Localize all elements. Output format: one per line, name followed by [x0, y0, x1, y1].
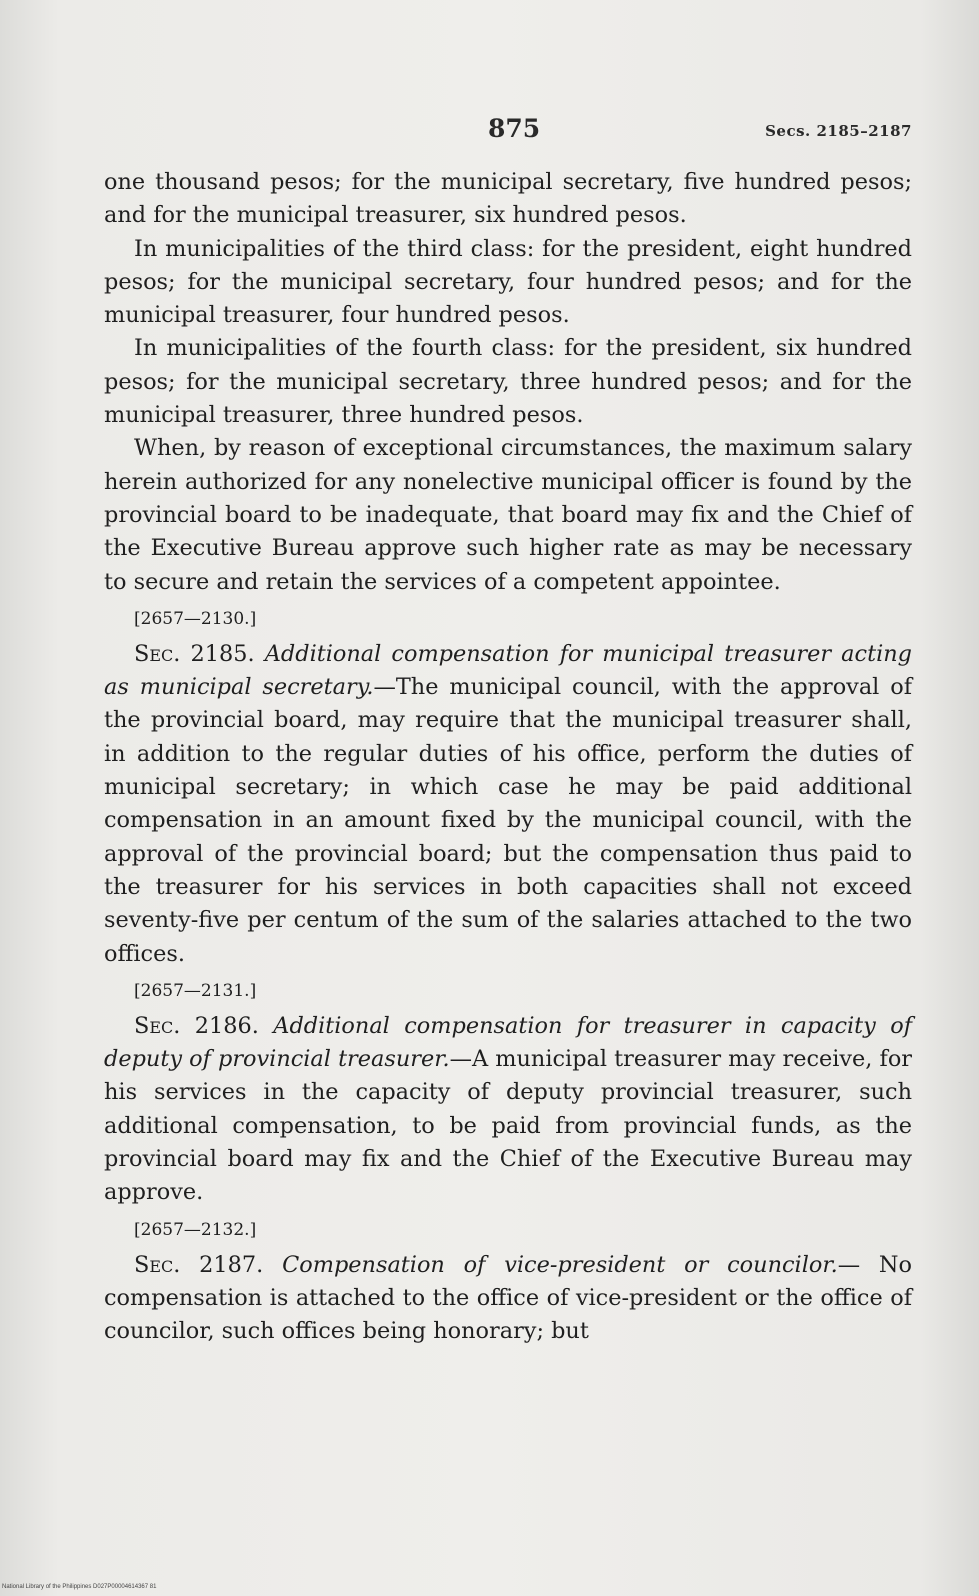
section-2186 [104, 1010, 912, 1210]
section-text: —A municipal treasurer may receive, for his services in the capacity of deputy provincial treasurer, such additional compensation, to be paid from provincial funds, as the provincial board may fix and the Chief of the Executive Bureau may approve. [104, 1046, 913, 1206]
page-header [104, 112, 912, 148]
sections-reference: Secs. 2185–2187 [765, 122, 912, 140]
section-heading: Compensation of vice-president or councilor. [282, 1251, 838, 1278]
section-label: Sec. 2187. [134, 1251, 264, 1278]
scan-footer-note: National Library of the Philippines D027P00004614367 81 [2, 1584, 157, 1590]
paragraph-third-class: In municipalities of the third class: for the president, eight hundred pesos; for the municipal secretary, four hundred pesos; and for the municipal treasurer, four hundred pesos. [104, 235, 912, 329]
section-text: — No compensation is attached to the office of vice-president or the office of councilor, such offices being honorary; but [104, 1251, 912, 1345]
paragraph-continuation: one thousand pesos; for the municipal secretary, five hundred pesos; and for the municipal treasurer, six hundred pesos. [104, 169, 912, 229]
section-text: —The municipal council, with the approval of the provincial board, may require that the municipal treasurer shall, in addition to the regular duties of his office, perform the duties of municipal secretary; in which case he may be paid additional compensation in an amount fixed by the municipal council, with the approval of the provincial board; but the compensation thus paid to the treasurer for his services in both capacities shall not exceed seventy-five per centum of the sum of the salaries attached to the two offices. [104, 674, 912, 967]
body-text [104, 166, 912, 1349]
section-label: Sec. 2186. [134, 1012, 259, 1039]
citation-2130: [2657—2130.] [134, 608, 257, 629]
citation-2131: [2657—2131.] [134, 980, 257, 1001]
section-2187 [104, 1249, 912, 1349]
paragraph-exceptional-circumstances: When, by reason of exceptional circumstances, the maximum salary herein authorized for any nonelective municipal officer is found by the provincial board to be inadequate, that board may fix and the Chief of the Executive Bureau approve such higher rate as may be necessary to secure and retain the services of a competent appointee. [104, 435, 912, 595]
section-heading: Additional compensation for treasurer in capacity of deputy of provincial treasurer. [104, 1012, 912, 1073]
paragraph-fourth-class: In municipalities of the fourth class: for the president, six hundred pesos; for the municipal secretary, three hundred pesos; and for the municipal treasurer, three hundred pesos. [104, 335, 912, 429]
page-number: 875 [488, 114, 541, 143]
section-heading: Additional compensation for municipal treasurer acting as municipal secretary. [104, 640, 912, 701]
section-2185 [104, 638, 912, 971]
section-label: Sec. 2185. [134, 640, 255, 667]
citation-2132: [2657—2132.] [134, 1219, 257, 1240]
